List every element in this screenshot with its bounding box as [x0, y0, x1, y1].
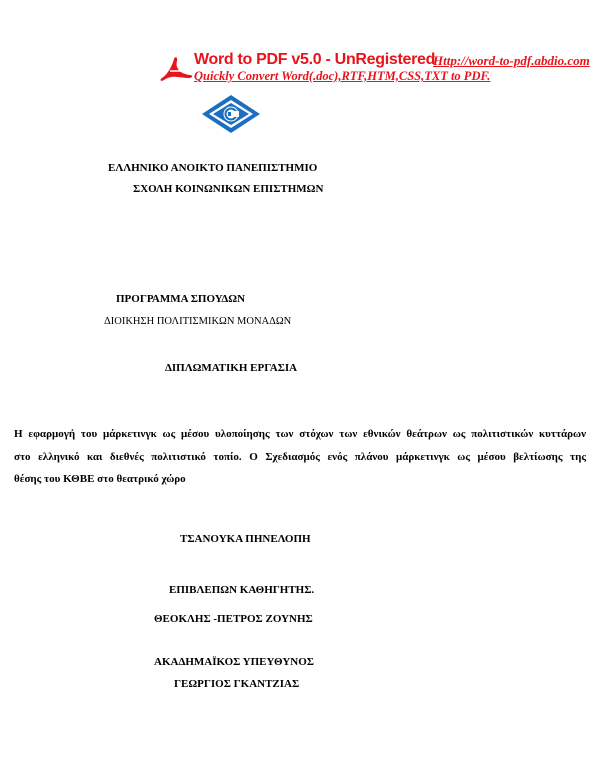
thesis-title-line: Η εφαρμογή του μάρκετινγκ ως μέσου υλοποίησης των στόχων των εθνικών θεάτρων ως πολιτιστικών κυττάρων [14, 428, 586, 440]
school-name: ΣΧΟΛΗ ΚΟΙΝΩΝΙΚΩΝ ΕΠΙΣΤΗΜΩΝ [133, 183, 324, 195]
supervisor-name: ΘΕΟΚΛΗΣ -ΠΕΤΡΟΣ ΖΟΥΝΗΣ [154, 613, 313, 625]
academic-lead-label: ΑΚΑΔΗΜΑΪΚΟΣ ΥΠΕΥΘΥΝΟΣ [154, 656, 314, 668]
thesis-type: ΔΙΠΛΩΜΑΤΙΚΗ ΕΡΓΑΣΙΑ [165, 362, 298, 374]
watermark-url-link[interactable]: Http://word-to-pdf.abdio.com [433, 53, 590, 68]
thesis-title-line: θέσης του ΚΘΒΕ στο θεατρικό χώρο [14, 473, 186, 485]
university-name: ΕΛΛΗΝΙΚΟ ΑΝΟΙΚΤΟ ΠΑΝΕΠΙΣΤΗΜΙΟ [108, 162, 318, 174]
pdf-logo-icon [158, 56, 194, 82]
university-logo-icon [200, 94, 262, 134]
watermark-tagline: Quickly Convert Word(.doc),RTF,HTM,CSS,TXT to PDF. [194, 69, 491, 83]
program-name: ΔΙΟΙΚΗΣΗ ΠΟΛΙΤΙΣΜΙΚΩΝ ΜΟΝΑΔΩΝ [104, 316, 292, 327]
author-name: ΤΣΑΝΟΥΚΑ ΠΗΝΕΛΟΠΗ [180, 533, 311, 545]
watermark-product: Word to PDF v5.0 - UnRegistered [194, 51, 436, 68]
supervisor-label: ΕΠΙΒΛΕΠΩΝ ΚΑΘΗΓΗΤΗΣ. [169, 584, 315, 596]
program-label: ΠΡΟΓΡΑΜΜΑ ΣΠΟΥΔΩΝ [116, 293, 246, 305]
academic-lead-name: ΓΕΩΡΓΙΟΣ ΓΚΑΝΤΖΙΑΣ [174, 678, 300, 690]
thesis-title [14, 423, 586, 491]
thesis-title-line: στο ελληνικό και διεθνές πολιτιστικό τοπίο. Ο Σχεδιασμός ενός πλάνου μάρκετινγκ ως μέσου βελτίωσης της [14, 450, 586, 463]
